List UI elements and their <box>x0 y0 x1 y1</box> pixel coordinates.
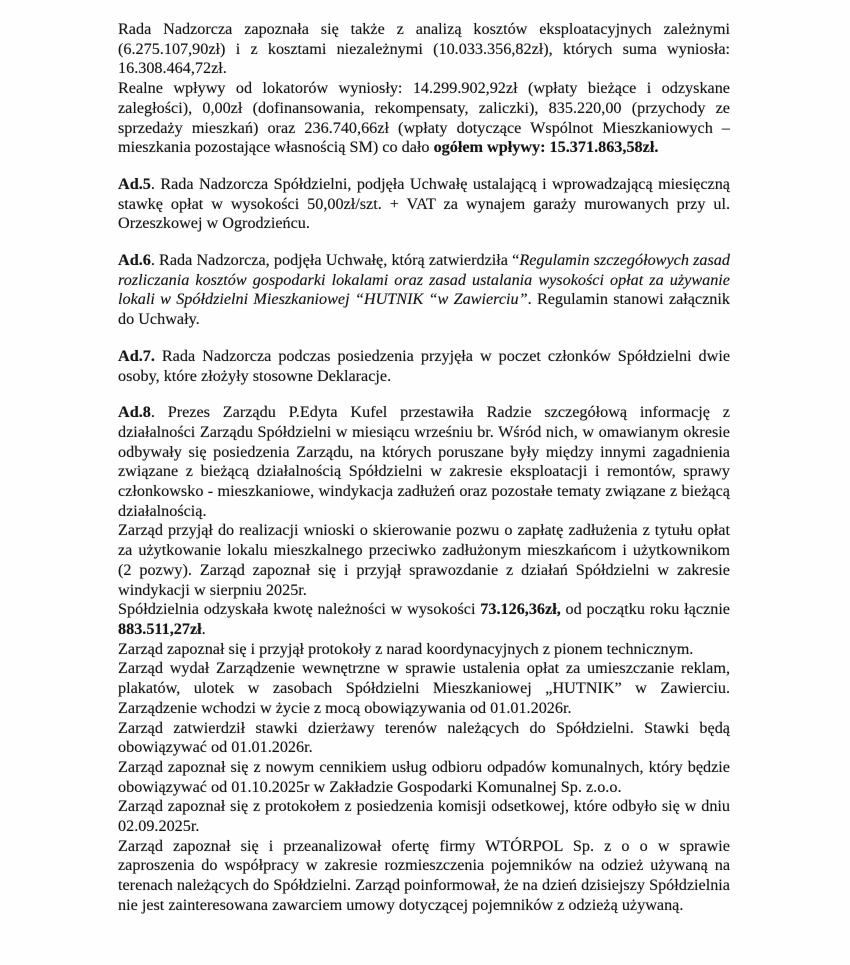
text-run: Zarząd przyjął do realizacji wnioski o skierowanie pozwu o zapłatę zadłużenia z tytułu opłat za użytkowanie lokalu mieszkalnego przeciwko zadłużonym mieszkańcom i użytkownikom (2 pozwy). Zarząd zapoznał się i przyjął sprawozdanie z działań Spółdzielni w zakresie windykacji w sierpniu 2025r. <box>118 521 730 599</box>
paragraph-ad5 <box>118 175 730 234</box>
paragraph-lease-rates <box>118 719 730 758</box>
paragraph-protocols <box>118 640 730 660</box>
text-run: . Rada Nadzorcza, podjęła Uchwałę, którą zatwierdziła “ <box>150 251 520 270</box>
text-run: od początku roku łącznie <box>560 600 730 619</box>
paragraph-advertising-fees <box>118 659 730 718</box>
paragraph-lawsuits <box>118 521 730 600</box>
paragraph-ad6 <box>118 251 730 330</box>
regulation-title: Regulamin szczegółowych zasad rozliczania kosztów gospodarki lokalami oraz zasad ustalania wysokości opłat za używanie lokali w Spółdzielni Mieszkaniowej “HUTNIK “w Zawierciu” <box>118 251 730 309</box>
text-run: . <box>201 619 206 638</box>
recovered-month-amount: 73.126,36zł, <box>480 600 561 619</box>
paragraph-income <box>118 79 730 158</box>
text-run: . Regulamin stanowi załącznik do Uchwały. <box>118 290 730 329</box>
paragraph-costs-analysis <box>118 20 730 79</box>
text-run: Spółdzielnia odzyskała kwotę należności w wysokości <box>118 600 481 619</box>
text-run: Realne wpływy od lokatorów wyniosły: 14.299.902,92zł (wpłaty bieżące i odzyskane zaległości), 0,00zł (dofinansowania, rekompensaty, zaliczki), 835.220,00 (przychody ze sprzedaży mieszkań) oraz 236.740,66zł (wpłaty dotyczące Wspólnot Mieszkaniowych – mieszkania pozostające własnością SM) co dało <box>118 79 730 157</box>
text-run: . Rada Nadzorcza Spółdzielni, podjęła Uchwałę ustalającą i wprowadzającą miesięczną stawkę opłat w wysokości 50,00zł/szt. + VAT za wynajem garaży murowanych przy ul. Orzeszkowej w Ogrodzieńcu. <box>118 174 730 233</box>
item-label-ad8: Ad.8 <box>118 403 151 422</box>
text-run: Zarząd wydał Zarządzenie wewnętrzne w sprawie ustalenia opłat za umieszczanie reklam, plakatów, ulotek w zasobach Spółdzielni Mieszkaniowej „HUTNIK” w Zawierciu. Zarządzenie wchodzi w życie z mocą obowiązywania od 01.01.2026r. <box>118 659 730 717</box>
total-income-amount: ogółem wpływy: 15.371.863,58zł. <box>433 138 659 157</box>
text-run: Zarząd zatwierdził stawki dzierżawy terenów należących do Spółdzielni. Stawki będą obowiązywać od 01.01.2026r. <box>118 718 730 757</box>
paragraph-ad8 <box>118 403 730 521</box>
text-run: Zarząd zapoznał się i przeanalizował ofertę firmy WTÓRPOL Sp. z o o w sprawie zaproszenia do współpracy w zakresie rozmieszczenia pojemników na odzież używaną na terenach należących do Spółdzielni. Zarząd poinformował, że na dzień dzisiejszy Spółdzielnia nie jest zainteresowana zawarciem umowy dotyczącej pojemników z odzieżą używaną. <box>118 836 730 914</box>
text-run: . Prezes Zarządu P.Edyta Kufel przestawiła Radzie szczegółową informację z działalności Zarządu Spółdzielni w miesiącu wrześniu br. Wśród nich, w omawianym okresie odbywały się posiedzenia Zarządu, na których poruszane były między innymi zagadnienia związane z bieżącą działalnością Spółdzielni w zakresie eksploatacji i remontów, sprawy członkowsko - mieszkaniowe, windykacja zadłużeń oraz pozostałe tematy związane z bieżącą działalnością. <box>118 403 730 520</box>
recovered-ytd-amount: 883.511,27zł <box>118 619 202 638</box>
paragraph-ad7 <box>118 347 730 386</box>
paragraph-waste-pricing <box>118 758 730 797</box>
paragraph-interest-committee <box>118 797 730 836</box>
item-label-ad5: Ad.5 <box>118 174 151 193</box>
text-run: Zarząd zapoznał się i przyjął protokoły z narad koordynacyjnych z pionem technicznym. <box>118 639 694 658</box>
item-label-ad7: Ad.7. <box>118 346 155 365</box>
text-run: Zarząd zapoznał się z nowym cennikiem usług odbioru odpadów komunalnych, który będzie obowiązywać od 01.10.2025r w Zakładzie Gospodarki Komunalnej Sp. z.o.o. <box>118 757 730 796</box>
text-run: Rada Nadzorcza zapoznała się także z analizą kosztów eksploatacyjnych zależnymi (6.275.107,90zł) i z kosztami niezależnymi (10.033.356,82zł), których suma wyniosła: 16.308.464,72zł. <box>118 20 730 78</box>
text-run: Rada Nadzorcza podczas posiedzenia przyjęła w poczet członków Spółdzielni dwie osoby, które złożyły stosowne Deklaracje. <box>118 346 730 385</box>
text-run: Zarząd zapoznał się z protokołem z posiedzenia komisji odsetkowej, które odbyło się w dniu 02.09.2025r. <box>118 797 730 836</box>
paragraph-wtorpol-offer <box>118 837 730 916</box>
item-label-ad6: Ad.6 <box>118 251 151 270</box>
paragraph-debt-recovery <box>118 600 730 639</box>
